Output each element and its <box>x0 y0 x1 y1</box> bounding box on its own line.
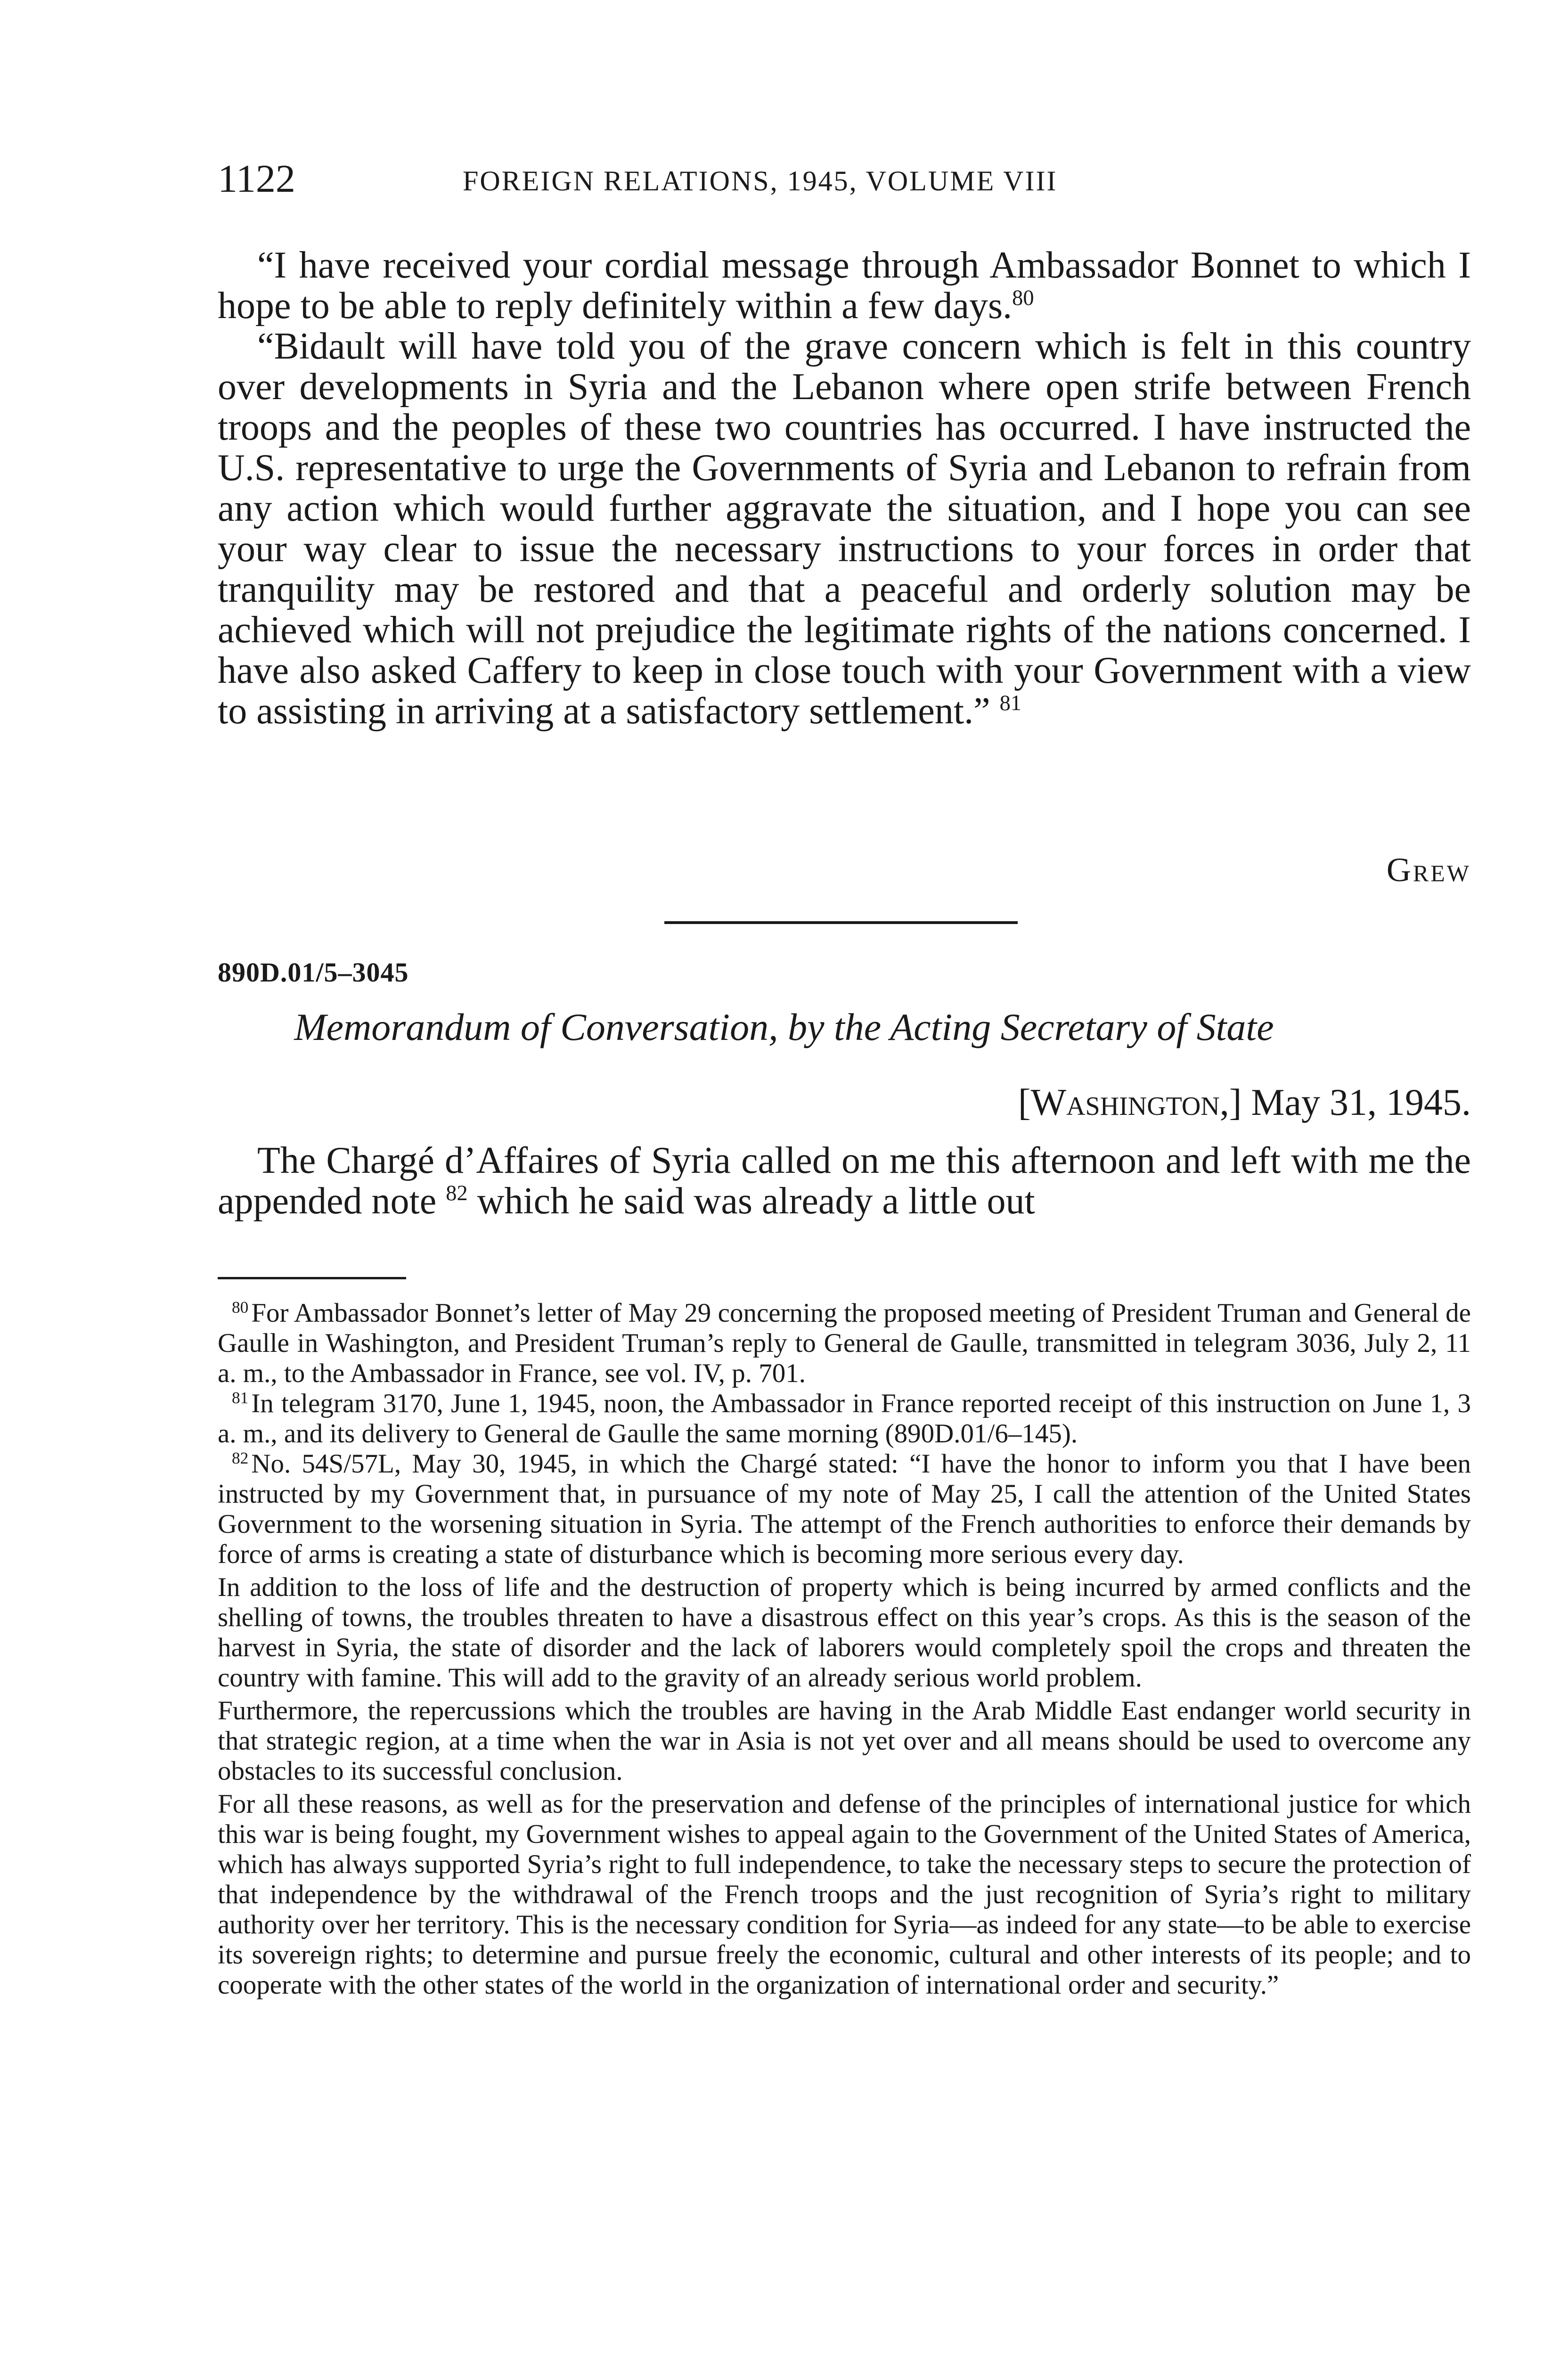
running-head: FOREIGN RELATIONS, 1945, VOLUME VIII <box>463 165 1058 196</box>
memo-body <box>218 1140 1471 1221</box>
quoted-message <box>218 245 1471 731</box>
dateline-place: [Washington,] <box>1018 1082 1242 1123</box>
footnote-rule <box>218 1277 406 1279</box>
dateline-date: May 31, 1945. <box>1251 1082 1471 1123</box>
dateline <box>1018 1079 1471 1126</box>
page-number: 1122 <box>218 157 295 201</box>
footnote-80: $^{80}$ For Ambassador Bonnet’s letter of May 29 concerning the proposed meeting of President Truman and General de Gaulle in Washington, and President Truman’s reply to General de Gaulle, transmitted in telegram 3036, July 2, 11 a. m., to the Ambassador in France, see vol. IV, p. 701. <box>218 1298 1471 1388</box>
document-title: Memorandum of Conversation, by the Acting Secretary of State <box>294 1006 1274 1048</box>
quote-paragraph-2: “Bidault will have told you of the grave concern which is felt in this country over developments in Syria and the Lebanon where open strife between French troops and the peoples of these two countries has occurred. I have instructed the U.S. representative to urge the Governments of Syria and Lebanon to refrain from any action which would further aggravate the situation, and I hope you can see your way clear to issue the necessary instructions to your forces in order that tranquility may be restored and that a peaceful and orderly solution may be achieved which will not prejudice the legitimate rights of the nations concerned. I have also asked Caffery to keep in close touch with your Government with a view to assisting in arriving at a satisfactory settlement.” $^{81}$ <box>218 326 1471 732</box>
page-header <box>218 155 1471 207</box>
memo-paragraph: The Chargé d’Affaires of Syria called on me this afternoon and left with me the appended note $^{82}$ which he said was already a little out <box>218 1140 1471 1222</box>
quote-paragraph-1: “I have received your cordial message through Ambassador Bonnet to which I hope to be able to reply definitely within a few days.$^{80}$ <box>218 245 1471 327</box>
footnote-ref-81: 81 <box>999 691 1021 716</box>
file-number: 890D.01/5–3045 <box>218 957 409 988</box>
footnote-82-paragraph-4: For all these reasons, as well as for the preservation and defense of the principles of international justice for which this war is being fought, my Government wishes to appeal again to the Government of the United States of America, which has always supported Syria’s right to full independence, to take the necessary steps to secure the protection of that independence by the withdrawal of the French troops and the just recognition of Syria’s right to military authority over her territory. This is the necessary condition for Syria—as indeed for any state—to be able to exercise its sovereign rights; to determine and pursue freely the economic, cultural and other interests of its people; and to cooperate with the other states of the world in the organization of international order and security.” <box>218 1789 1471 2000</box>
footnotes <box>218 1298 1471 2000</box>
footnote-81: $^{81}$ In telegram 3170, June 1, 1945, noon, the Ambassador in France reported receipt of this instruction on June 1, 3 a. m., and its delivery to General de Gaulle the same morning (890D.01/6–145). <box>218 1388 1471 1448</box>
footnote-ref-80: 80 <box>1012 286 1034 311</box>
signature: Grew <box>1386 851 1471 889</box>
footnote-82-paragraph-3: Furthermore, the repercussions which the troubles are having in the Arab Middle East endanger world security in that strategic region, at a time when the war in Asia is not yet over and all means should be used to overcome any obstacles to its successful conclusion. <box>218 1696 1471 1786</box>
footnote-ref-82: 82 <box>446 1181 468 1206</box>
footnote-82-paragraph-2: In addition to the loss of life and the destruction of property which is being incurred by armed conflicts and the shelling of towns, the troubles threaten to have a disastrous effect on this year’s crops. As this is the season of the harvest in Syria, the state of disorder and the lack of laborers would completely spoil the crops and threaten the country with famine. This will add to the gravity of an already serious world problem. <box>218 1572 1471 1693</box>
section-divider <box>664 921 1018 924</box>
footnote-82: $^{82}$ No. 54S/57L, May 30, 1945, in which the Chargé stated: “I have the honor to inform you that I have been instructed by my Government that, in pursuance of my note of May 25, I call the attention of the United States Government to the worsening situation in Syria. The attempt of the French authorities to enforce their demands by force of arms is creating a state of disturbance which is becoming more serious every day. <box>218 1448 1471 1569</box>
